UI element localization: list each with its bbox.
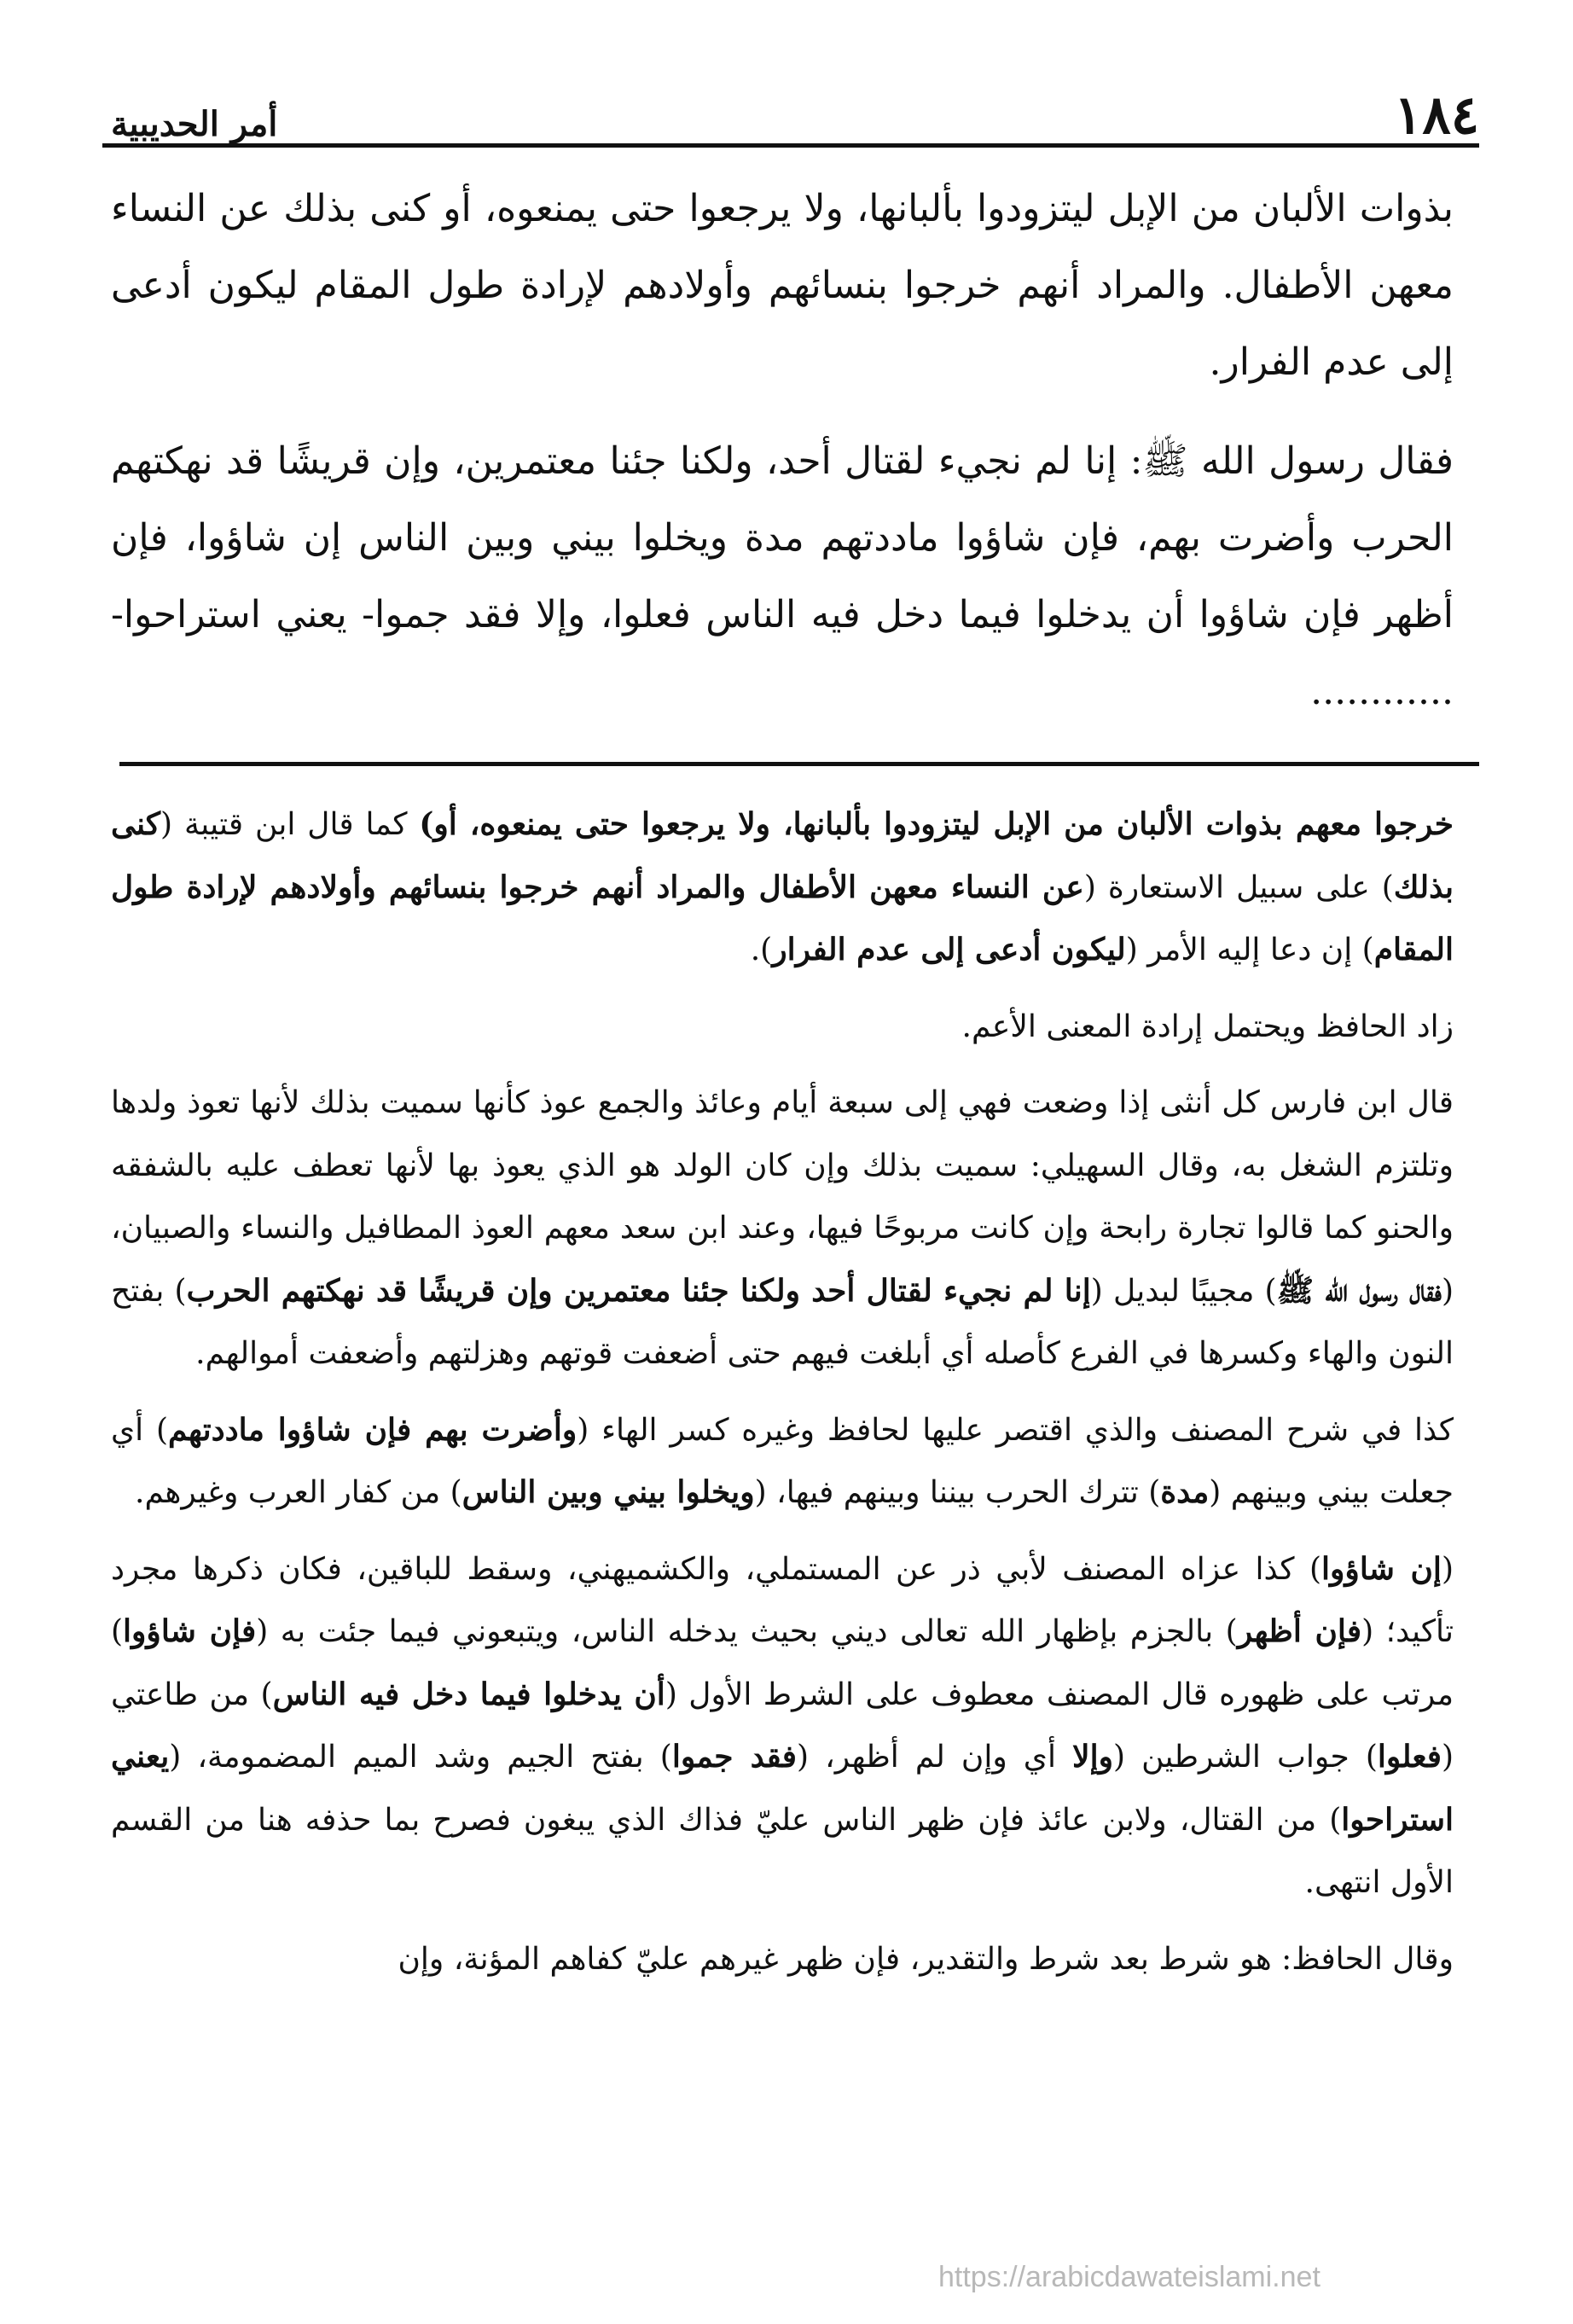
commentary-paragraph: زاد الحافظ ويحتمل إرادة المعنى الأعم. [961, 1008, 1454, 1044]
commentary-text: ) من كفار العرب وغيرهم. [135, 1475, 462, 1510]
quoted-text: مدة [1160, 1474, 1210, 1510]
commentary-paragraph [111, 1399, 1454, 1525]
commentary-text: ) بفتح النون والهاء وكسرها في الفرع كأصله أي أبلغت فيهم حتى أضعفت قوتهم وهزلتهم وأضعفت أموالهم. [111, 1273, 1454, 1371]
commentary-text: كما قال ابن قتيبة ( [160, 807, 420, 842]
main-text [111, 171, 1454, 752]
quoted-text: فإن أظهر [1237, 1613, 1362, 1649]
quoted-text: عن النساء معهن الأطفال والمراد أنهم خرجوا بنسائهم وأولادهم لإرادة طول المقام [111, 869, 1454, 967]
footnote-separator [119, 762, 1479, 766]
header-rule [102, 143, 1479, 148]
commentary-text: ) إن دعا إليه الأمر ( [1125, 933, 1374, 967]
commentary-text: ) مرتب على ظهوره قال المصنف معطوف على الشرط الأول ( [111, 1614, 1454, 1712]
watermark: https://arabicdawateislami.net [938, 2261, 1321, 2293]
commentary-paragraph [111, 793, 1454, 982]
quoted-text: فعلوا [1377, 1739, 1442, 1775]
commentary-text: ) أي جعلت بيني وبينهم ( [111, 1412, 1454, 1510]
quoted-text: فقال رسول الله ﷺ [1276, 1272, 1442, 1309]
commentary-text: قال ابن فارس كل أنثى إذا وضعت فهي إلى سبعة أيام وعائذ والجمع عوذ كأنها سميت بذلك لأنها تعوذ ولدها وتلتزم الشغل به، وقال السهيلي: سميت بذلك وإن كان الولد هو الذي يعوذ بها لأنها تعطف عليه بالشفقه والحنو كما قالوا تجارة رابحة وإن كانت مربوحًا فيها، وعند ابن سعد معهم العوذ المطافيل والنساء والصبيان، ( [111, 1085, 1454, 1309]
quoted-text: إنا لم نجيء لقتال أحد ولكنا جئنا معتمرين وإن قريشًا قد نهكتهم الحرب [186, 1272, 1091, 1309]
commentary-text: ) مجيبًا لبديل ( [1090, 1273, 1277, 1309]
commentary-paragraph: وقال الحافظ: هو شرط بعد شرط والتقدير، فإن ظهر غيرهم عليّ كفاهم المؤنة، وإن [398, 1941, 1454, 1977]
page-number: ١٨٤ [1394, 84, 1479, 146]
quoted-text: وإلا [1072, 1739, 1113, 1775]
dotted-leader: ............ [1310, 670, 1454, 713]
commentary [111, 793, 1454, 2004]
commentary-text: ) من القتال، ولابن عائذ فإن ظهر الناس عليّ فذاك الذي يبغون فصرح بما حذفه هنا من القسم الأول انتهى. [111, 1802, 1454, 1900]
quoted-text: خرجوا معهم بذوات الألبان من الإبل ليتزودوا بألبانها، ولا يرجعوا حتى يمنعوه، أو) [419, 806, 1454, 842]
commentary-text: ) كذا عزاه المصنف لأبي ذر عن المستملي، والكشميهني، وسقط للباقين، فكان ذكرها مجرد تأكيد؛ ( [111, 1551, 1454, 1649]
commentary-text: ( [1441, 1551, 1454, 1587]
commentary-text: ) من طاعتي ( [111, 1676, 1454, 1775]
commentary-text: ) بفتح الجيم وشد الميم المضمومة، ( [169, 1740, 672, 1775]
quoted-text: ويخلوا بيني وبين الناس [461, 1474, 755, 1510]
commentary-paragraph [111, 1072, 1454, 1386]
commentary-text: ) جواب الشرطين ( [1112, 1740, 1378, 1775]
quoted-text: كنى بذلك [111, 806, 1454, 905]
commentary-text: أي وإن لم أظهر، ( [796, 1740, 1073, 1775]
quoted-text: وأضرت بهم فإن شاؤوا ماددتهم [168, 1411, 578, 1448]
page-header [111, 75, 1479, 146]
commentary-text: ) بالجزم بإظهار الله تعالى ديني بحيث يدخله الناس، ويتبعوني فيما جئت به ( [256, 1614, 1238, 1649]
main-paragraph: بذوات الألبان من الإبل ليتزودوا بألبانها، ولا يرجعوا حتى يمنعوه، أو كنى بذلك عن النساء معهن الأطفال. والمراد أنهم خرجوا بنسائهم وأولادهم لإرادة طول المقام ليكون أدعى إلى عدم الفرار. [111, 187, 1454, 384]
commentary-text: ) على سبيل الاستعارة ( [1083, 869, 1394, 905]
commentary-paragraph [111, 1538, 1454, 1914]
quoted-text: أن يدخلوا فيما دخل فيه الناس [272, 1676, 665, 1712]
quoted-text: ليكون أدعى إلى عدم الفرار [772, 932, 1126, 967]
main-paragraph [111, 423, 1454, 730]
commentary-text: ) تترك الحرب بيننا وبينهم فيها، ( [754, 1475, 1161, 1510]
main-sentence: فقال رسول الله ﷺ: إنا لم نجيء لقتال أحد، ولكنا جئنا معتمرين، وإن قريشًا قد نهكتهم الحرب وأضرت بهم، فإن شاؤوا ماددتهم مدة ويخلوا بيني وبين الناس إن شاؤوا، فإن أظهر فإن شاؤوا أن يدخلوا فيما دخل فيه الناس فعلوا، وإلا فقد جموا- يعني استراحوا- [111, 439, 1454, 636]
commentary-text: كذا في شرح المصنف والذي اقتصر عليها لحافظ وغيره كسر الهاء ( [577, 1412, 1454, 1448]
quoted-text: إن شاؤوا [1321, 1550, 1442, 1587]
quoted-text: يعني استراحوا [111, 1739, 1454, 1838]
running-title: أمر الحديبية [111, 104, 278, 144]
quoted-text: فقد جموا [671, 1739, 797, 1775]
quoted-text: فإن شاؤوا [123, 1613, 257, 1649]
commentary-text: ). [750, 933, 773, 967]
